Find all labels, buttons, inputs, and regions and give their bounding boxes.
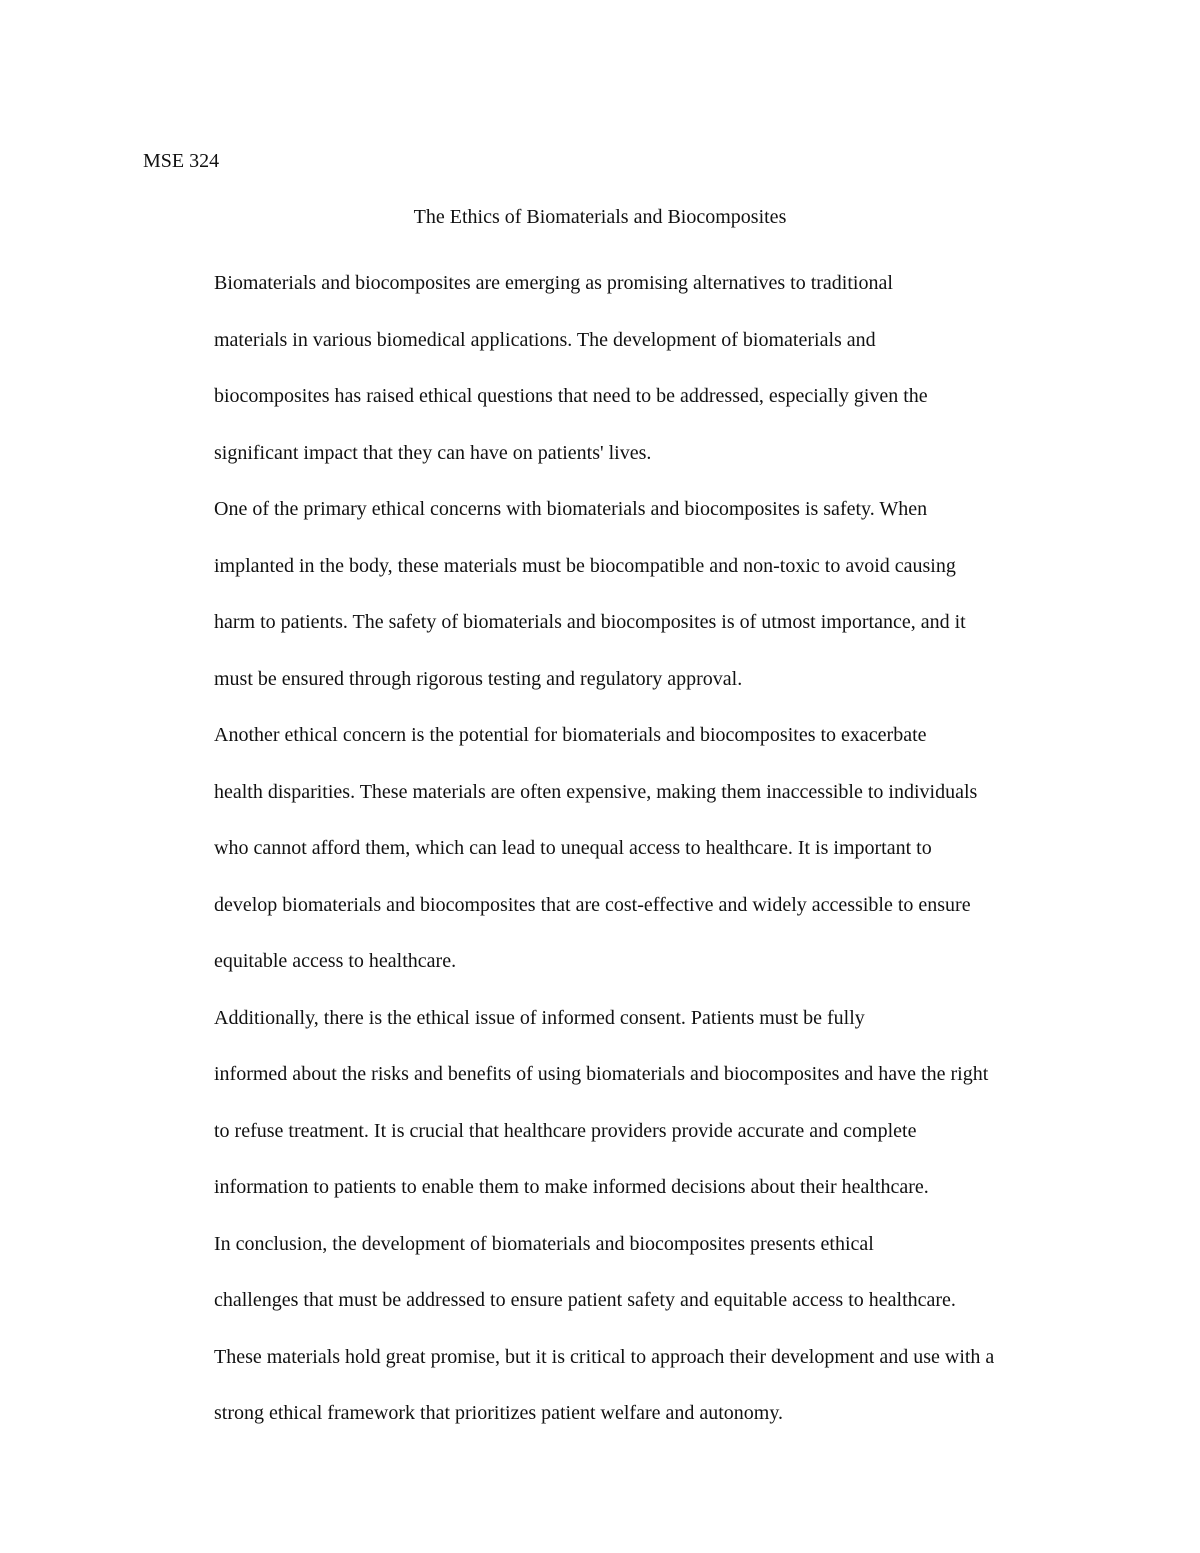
text-line: develop biomaterials and biocomposites that are cost-effective and widely accessible to ensure xyxy=(214,893,971,916)
text-line: information to patients to enable them to make informed decisions about their healthcare. xyxy=(214,1176,929,1198)
text-line: who cannot afford them, which can lead to unequal access to healthcare. It is important to xyxy=(214,837,932,859)
text-line: Biomaterials and biocomposites are emerging as promising alternatives to traditional xyxy=(214,272,893,294)
text-line: informed about the risks and benefits of using biomaterials and biocomposites and have the right xyxy=(214,1063,989,1085)
text-line: implanted in the body, these materials must be biocompatible and non-toxic to avoid causing xyxy=(214,554,956,577)
text-line: significant impact that they can have on patients' lives. xyxy=(214,441,652,464)
text-line: must be ensured through rigorous testing and regulatory approval. xyxy=(214,667,743,690)
text-line: strong ethical framework that prioritizes patient welfare and autonomy. xyxy=(214,1402,784,1424)
paragraph-health-disparities xyxy=(143,707,1063,990)
text-line: Additionally, there is the ethical issue of informed consent. Patients must be fully xyxy=(214,1006,865,1029)
paragraph-introduction xyxy=(143,255,1063,481)
course-code: MSE 324 xyxy=(143,150,220,172)
text-line: biocomposites has raised ethical questions that need to be addressed, especially given the xyxy=(214,385,928,407)
essay-body xyxy=(143,255,1063,1442)
text-line: materials in various biomedical applications. The development of biomaterials and xyxy=(214,328,876,351)
paragraph-conclusion xyxy=(143,1216,1063,1442)
text-line: In conclusion, the development of biomaterials and biocomposites presents ethical xyxy=(214,1232,874,1255)
text-line: to refuse treatment. It is crucial that healthcare providers provide accurate and complete xyxy=(214,1119,917,1142)
text-line: challenges that must be addressed to ensure patient safety and equitable access to healthcare. xyxy=(214,1289,956,1311)
text-line: health disparities. These materials are often expensive, making them inaccessible to individuals xyxy=(214,780,978,803)
paragraph-safety xyxy=(143,481,1063,707)
text-line: Another ethical concern is the potential for biomaterials and biocomposites to exacerbate xyxy=(214,724,927,746)
text-line: These materials hold great promise, but it is critical to approach their development and use with a xyxy=(214,1345,995,1368)
essay-title: The Ethics of Biomaterials and Biocomposites xyxy=(413,206,787,228)
text-line: equitable access to healthcare. xyxy=(214,950,457,972)
paragraph-informed-consent xyxy=(143,990,1063,1216)
text-line: One of the primary ethical concerns with biomaterials and biocomposites is safety. When xyxy=(214,498,928,520)
text-line: harm to patients. The safety of biomaterials and biocomposites is of utmost importance, and it xyxy=(214,611,966,633)
